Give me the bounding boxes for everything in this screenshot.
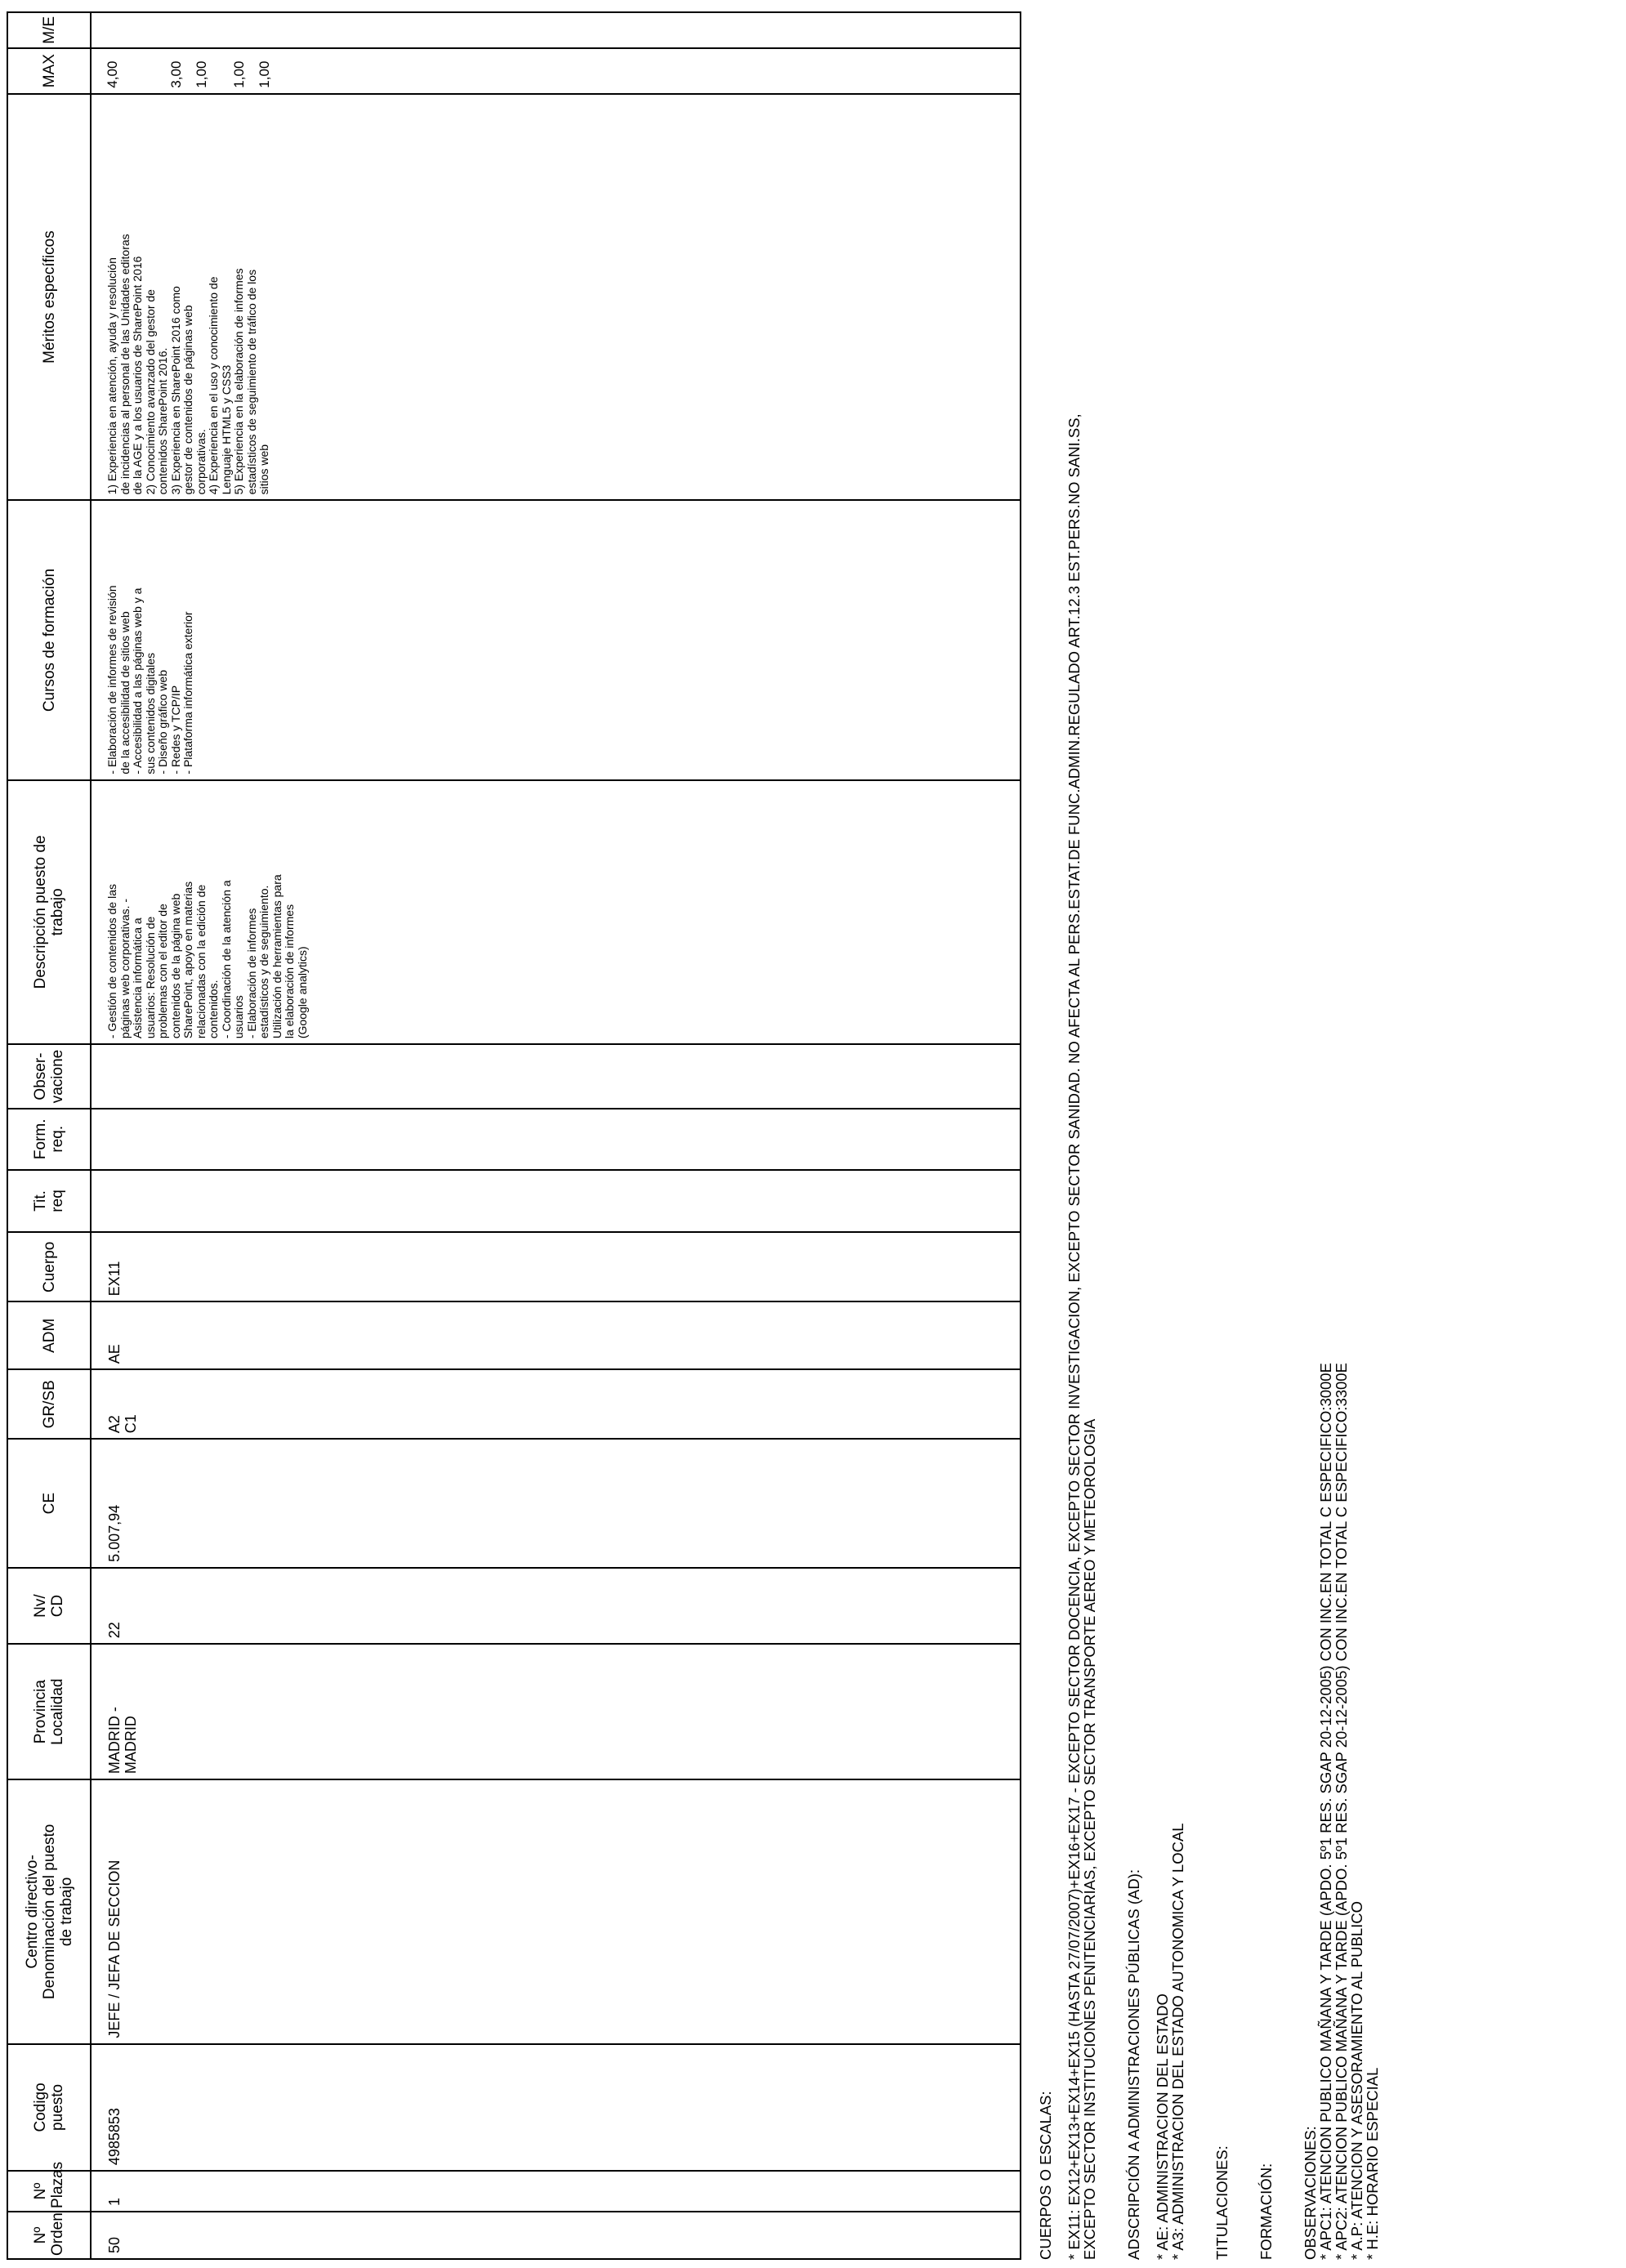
- header-row: [7, 12, 91, 2259]
- header-plazas: Nº Plazas: [7, 2171, 91, 2212]
- header-form: Form. req.: [7, 1109, 91, 1170]
- cell-cursos: - Elaboración de informes de revisión de la accesibilidad de sitios web - Accesibilidad a las páginas web y a sus contenidos digitales - Diseño gráfico web - Redes y TCP/IP - Plataforma informática exterior: [91, 500, 1021, 779]
- cell-max: 4,00 3,00 1,00 1,00 1,00: [91, 48, 1021, 94]
- cell-me: [91, 12, 1021, 48]
- header-provincia: Provincia Localidad: [7, 1644, 91, 1779]
- header-obs: Obser- vacione: [7, 1044, 91, 1109]
- cell-cuerpo: EX11: [91, 1232, 1021, 1301]
- header-descripcion: Descripción puesto de trabajo: [7, 780, 91, 1045]
- observaciones-line-1: * APC1: ATENCION PUBLICO MAÑANA Y TARDE (APDO. 5º1 RES. SGAP 20-12-2005) CON INC.EN TOTAL C ESPECIFICO:3000E: [1317, 1363, 1334, 2260]
- adscripcion-line-2: * A3: ADMINISTRACION DEL ESTADO AUTONOMICA Y LOCAL: [1169, 1823, 1186, 2260]
- cuerpos-line-2: EXCEPTO SECTOR INSTITUCIONES PENITENCIARIAS, EXCEPTO SECTOR TRANSPORTE AEREO Y METEOROLOGIA: [1081, 1418, 1098, 2260]
- header-cursos: Cursos de formación: [7, 500, 91, 779]
- cell-codigo: 4985853: [91, 2044, 1021, 2172]
- cuerpos-title: CUERPOS O ESCALAS:: [1037, 2091, 1054, 2260]
- cell-plazas: 1: [91, 2171, 1021, 2212]
- observaciones-line-4: * H.E: HORARIO ESPECIAL: [1364, 2067, 1381, 2260]
- formacion-block: [1258, 54, 1274, 2260]
- header-nivel: Nv/ CD: [7, 1568, 91, 1644]
- cell-obs: [91, 1044, 1021, 1109]
- header-tit: Tit. req: [7, 1170, 91, 1233]
- cell-meritos: 1) Experiencia en atención, ayuda y resolución de incidencias al personal de las Unidades editoras de la AGE y a los usuarios de SharePoint 2016 2) Conocimiento avanzado del gestor de contenidos SharePoint 2016. 3) Experiencia en SharePoint 2016 como gestor de contenidos de páginas web corporativas. 4) Experiencia en el uso y conocimiento de Lenguaje HTML5 y CSS3 5) Experiencia en la elaboración de informes estadísticos de seguimiento de tráfico de los sitios web: [91, 94, 1021, 501]
- titulaciones-block: [1214, 54, 1230, 2260]
- cell-form: [91, 1109, 1021, 1170]
- adscripcion-block: [1126, 54, 1186, 2260]
- cell-provincia: MADRID - MADRID: [91, 1644, 1021, 1779]
- observaciones-block: [1302, 54, 1380, 2260]
- header-codigo: Codigo puesto: [7, 2044, 91, 2172]
- cell-tit: [91, 1170, 1021, 1233]
- header-max: MAX: [7, 48, 91, 94]
- header-grsb: GR/SB: [7, 1369, 91, 1439]
- formacion-title: FORMACIÓN:: [1257, 2163, 1275, 2260]
- cuerpos-block: [1038, 54, 1097, 2260]
- cell-orden: 50: [91, 2212, 1021, 2259]
- vacancies-table: [7, 11, 1021, 2260]
- cuerpos-line-1: * EX11: EX12+EX13+EX14+EX15 (HASTA 27/07/2007)+EX16+EX17 - EXCEPTO SECTOR DOCENCIA, EXCEPTO SECTOR INVESTIGACION, EXCEPTO SECTOR SANIDAD. NO AFECTA AL PERS.ESTAT.DE FUNC.ADMIN.REGULADO ART.12.3 EST.PERS.NO SANI.SS,: [1065, 413, 1083, 2260]
- observaciones-title: OBSERVACIONES:: [1302, 2126, 1319, 2260]
- header-centro: Centro directivo- Denominación del puesto de trabajo: [7, 1779, 91, 2044]
- notes-section: [1038, 54, 1409, 2260]
- adscripcion-line-1: * AE: ADMINISTRACION DEL ESTADO: [1154, 1993, 1171, 2260]
- header-meritos: Méritos específicos: [7, 94, 91, 501]
- header-me: M/E: [7, 12, 91, 48]
- titulaciones-title: TITULACIONES:: [1213, 2145, 1231, 2260]
- observaciones-line-2: * APC2: ATENCION PUBLICO MAÑANA Y TARDE (APDO. 5º1 RES. SGAP 20-12-2005) CON INC.EN TOTAL C ESPECIFICO:3300E: [1333, 1363, 1350, 2260]
- cell-descripcion: - Gestión de contenidos de las páginas web corporativas. - Asistencia informática a usuarios: Resolución de problemas con el editor de contenidos de la página web SharePoint, apoyo en materias relacionadas con la edición de contenidos. - Coordinación de la atención a usuarios - Elaboración de informes estadísticos y de seguimiento. Utilización de herramientas para la elaboración de informes (Google analytics): [91, 780, 1021, 1045]
- header-orden: Nº Orden: [7, 2212, 91, 2259]
- cell-ce: 5.007,94: [91, 1439, 1021, 1568]
- header-ce: CE: [7, 1439, 91, 1568]
- cell-grsb: A2 C1: [91, 1369, 1021, 1439]
- cell-adm: AE: [91, 1301, 1021, 1369]
- cell-nivel: 22: [91, 1568, 1021, 1644]
- table-row: [91, 12, 1021, 2259]
- header-adm: ADM: [7, 1301, 91, 1369]
- observaciones-line-3: * A.P: ATENCION Y ASESORAMIENTO AL PUBLICO: [1348, 1900, 1365, 2260]
- cell-centro: JEFE / JEFA DE SECCION: [91, 1779, 1021, 2044]
- adscripcion-title: ADSCRIPCIÓN A ADMINISTRACIONES PÚBLICAS (AD):: [1125, 1868, 1142, 2260]
- header-cuerpo: Cuerpo: [7, 1232, 91, 1301]
